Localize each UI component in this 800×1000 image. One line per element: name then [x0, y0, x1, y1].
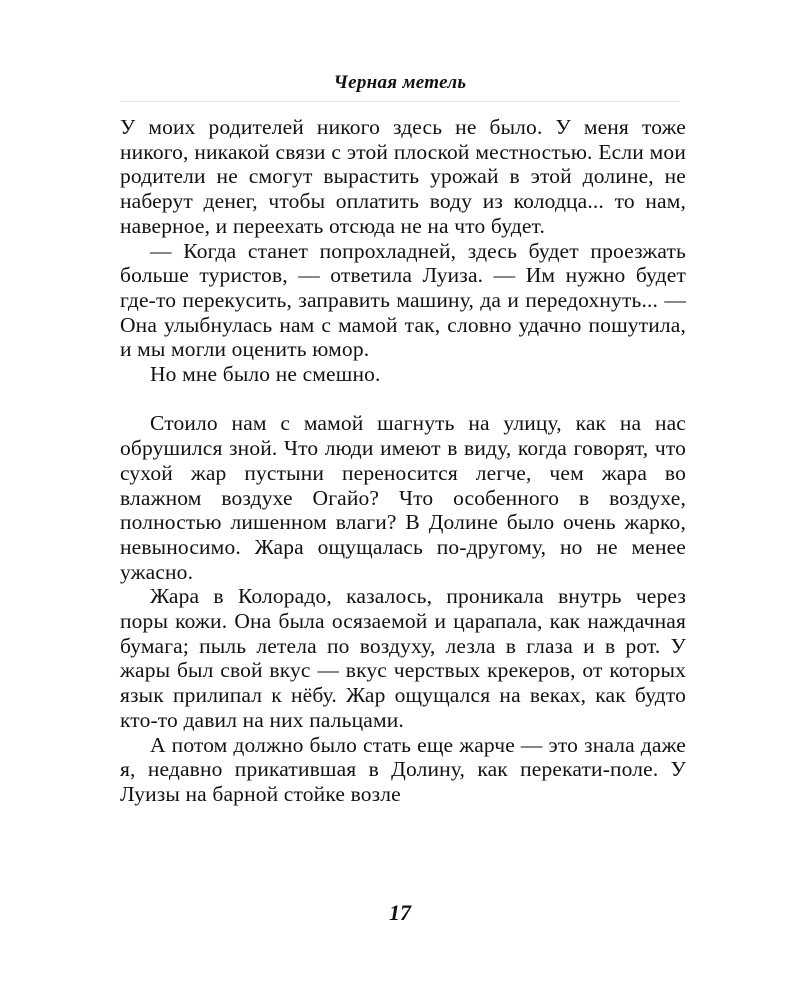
paragraph: Жара в Колорадо, казалось, проникала внутрь через поры кожи. Она была осязаемой и царапала, как наждачная бумага; пыль летела по воздуху, лезла в глаза и в рот. У жары был свой вкус — вкус черствых крекеров, от которых язык прилипал к нёбу. Жар ощущался на веках, как будто кто-то давил на них пальцами. [120, 584, 686, 732]
paragraph: А потом должно было стать еще жарче — это знала даже я, недавно прикатившая в Долину, как перекати-поле. У Луизы на барной стойке возле [120, 732, 686, 806]
page-number: 17 [389, 900, 411, 925]
paragraph: У моих родителей никого здесь не было. У меня тоже никого, никакой связи с этой плоской местностью. Если мои родители не смогут вырастить урожай в этой долине, не наберут денег, чтобы оплатить воду из колодца... то нам, наверное, и переехать отсюда не на что будет. [120, 115, 686, 238]
body-text [120, 115, 686, 807]
running-title: Черная метель [333, 72, 467, 93]
header-divider [120, 101, 680, 102]
section-break [120, 387, 686, 412]
paragraph: Стоило нам с мамой шагнуть на улицу, как на нас обрушился зной. Что люди имеют в виду, когда говорят, что сухой жар пустыни переносится легче, чем жара во влажном воздухе Огайо? Что особенного в воздухе, полностью лишенном влаги? В Долине было очень жарко, невыносимо. Жара ощущалась по-другому, но не менее ужасно. [120, 411, 686, 584]
paragraph: Но мне было не смешно. [150, 362, 381, 387]
paragraph: — Когда станет попрохладней, здесь будет проезжать больше туристов, — ответила Луиза. — Им нужно будет где-то перекусить, заправить машину, да и передохнуть... — Она улыбнулась нам с мамой так, словно удачно пошутила, и мы могли оценить юмор. [120, 238, 686, 362]
